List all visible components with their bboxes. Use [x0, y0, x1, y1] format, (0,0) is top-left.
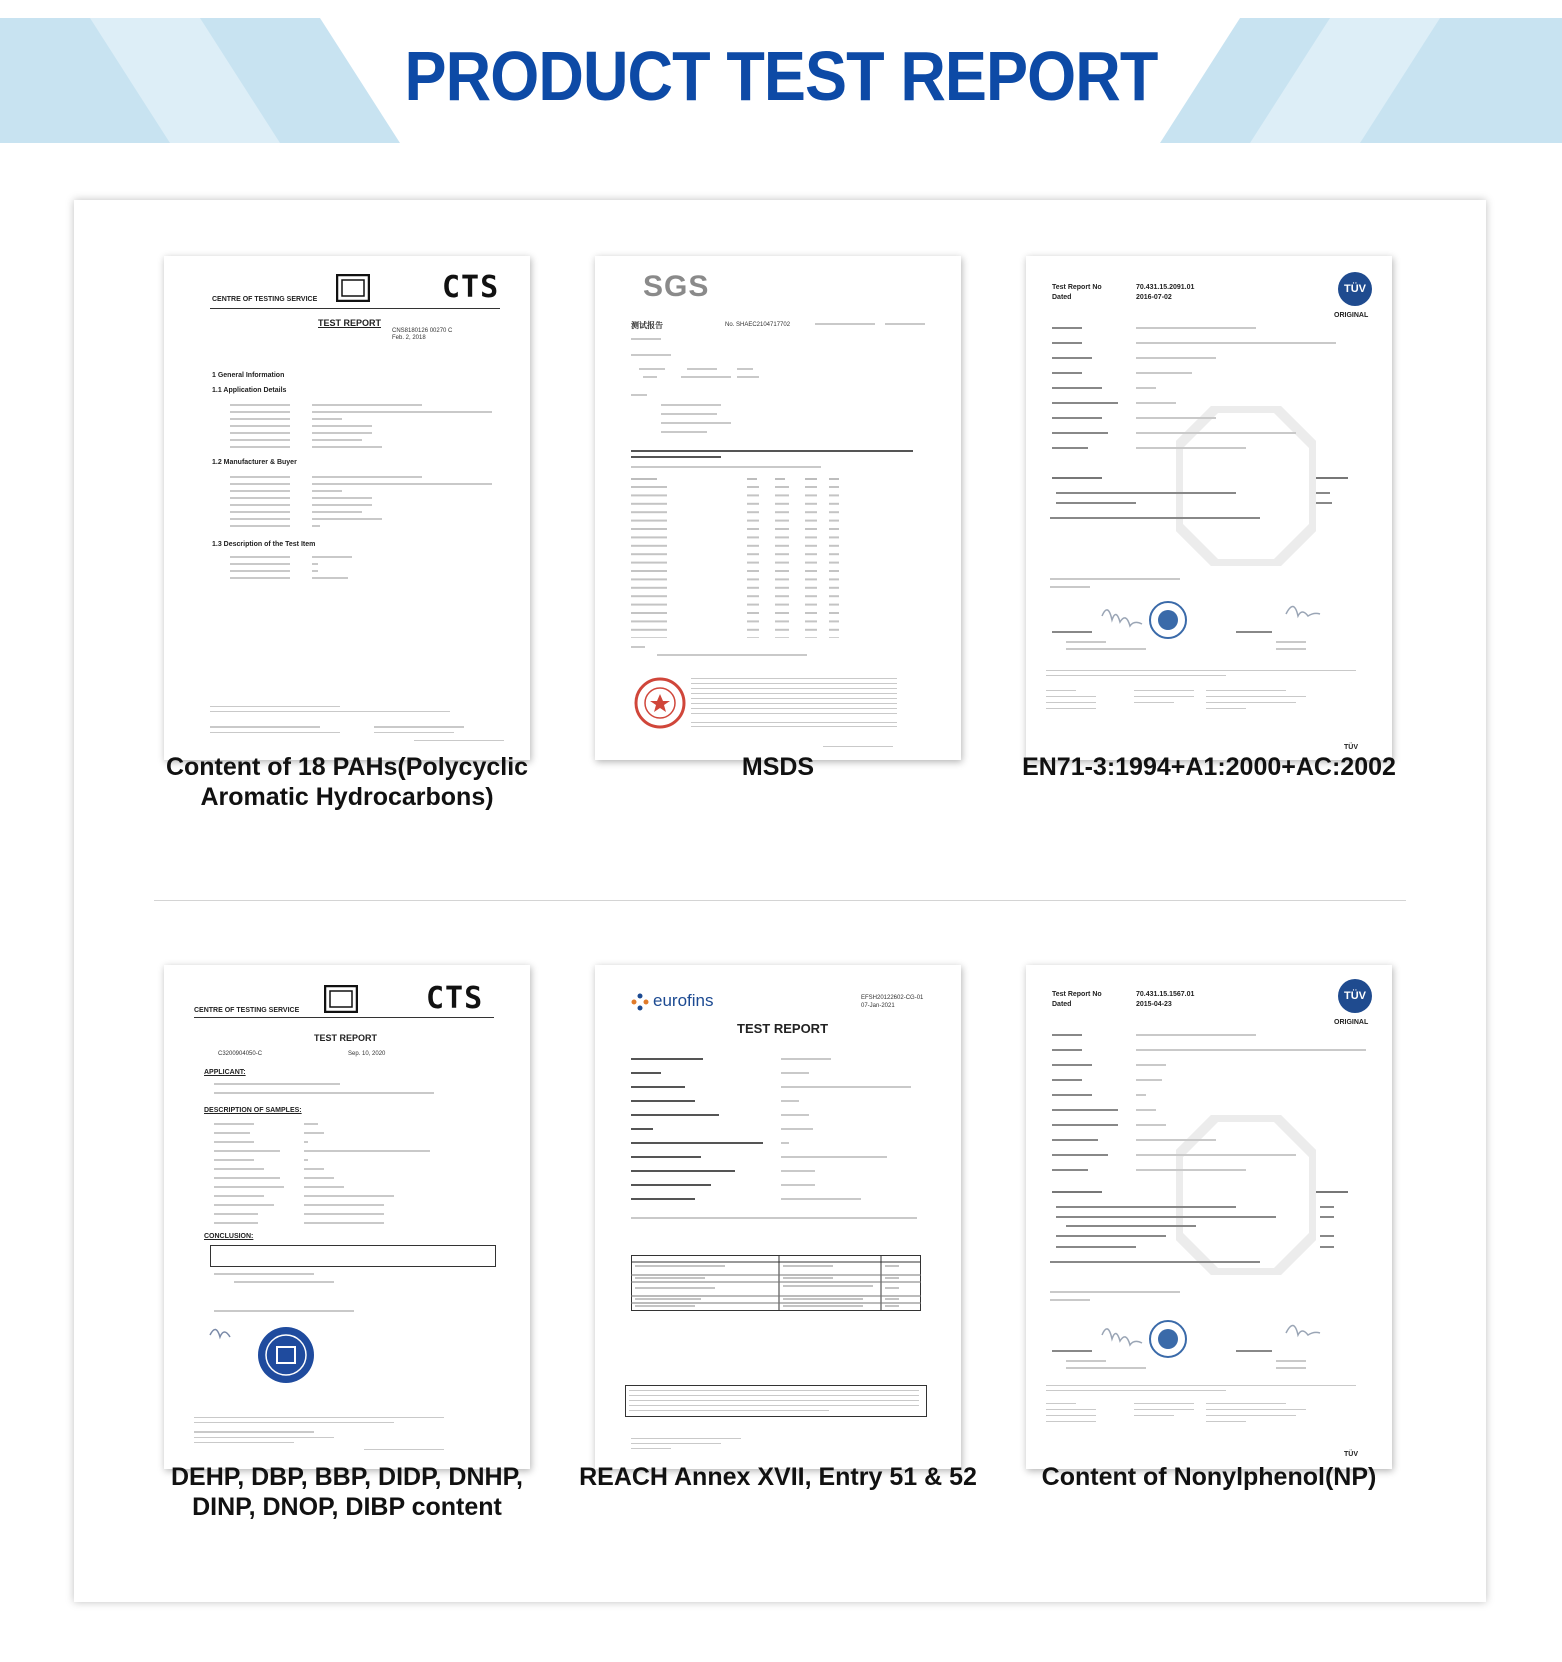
doc-title: TEST REPORT [314, 1033, 378, 1043]
section-heading: 1.2 Manufacturer & Buyer [212, 459, 297, 466]
report-no: 70.431.15.1567.01 [1136, 991, 1195, 998]
report-card-phthalates[interactable] [164, 965, 530, 1469]
report-no: C3200904050-C [218, 1051, 263, 1057]
section-heading: APPLICANT: [204, 1069, 246, 1076]
section-heading: 1 General Information [212, 372, 285, 379]
report-no: EFSH20122602-CG-01 [861, 995, 924, 1001]
report-no: CNS8180126 00270 C [392, 328, 453, 334]
doc-title: TEST REPORT [737, 1021, 829, 1036]
msds-results-table [631, 478, 901, 638]
original-badge: ORIGINAL [1334, 312, 1369, 319]
section-heading: DESCRIPTION OF SAMPLES: [204, 1107, 302, 1114]
report-card-nonylphenol[interactable]: Test Report No Dated 70.431.15.1567.01 2015-04-23 TÜV ORIGINAL TÜV [1026, 965, 1392, 1469]
report-caption: MSDS [741, 753, 815, 781]
report-date: Sep. 10, 2020 [348, 1051, 386, 1057]
report-card-msds[interactable] [595, 256, 961, 760]
tuv-watermark-icon [1176, 406, 1316, 566]
report-no: 70.431.15.2091.01 [1136, 284, 1195, 291]
report-no: No. SHAEC2104717702 [725, 322, 791, 328]
report-card-en71[interactable]: Test Report No Dated 70.431.15.2091.01 2016-07-02 TÜV ORIGINAL TÜV [1026, 256, 1392, 760]
signatures-icon [1096, 596, 1376, 656]
section-heading: 1.1 Application Details [212, 387, 287, 394]
sgs-logo: SGS [643, 270, 710, 303]
section-heading: 1.3 Description of the Test Item [212, 541, 316, 548]
report-card-reach[interactable] [595, 965, 961, 1469]
report-caption: Content of Nonylphenol(NP) [1041, 1463, 1377, 1491]
report-caption: EN71-3:1994+A1:2000+AC:2002 [1022, 753, 1396, 781]
report-date: 2016-07-02 [1136, 294, 1172, 301]
lab-seal-icon [204, 1321, 324, 1387]
section-divider [154, 900, 1406, 901]
eurofins-logo-icon [631, 993, 649, 1011]
report-caption: DEHP, DBP, BBP, DIDP, DNHP, DINP, DNOP, DIBP content [171, 1463, 523, 1521]
eurofins-logo: eurofins [653, 991, 714, 1010]
report-date: 2015-04-23 [1136, 1001, 1172, 1008]
cts-emblem-icon [336, 274, 370, 302]
cts-logo: CTS [426, 981, 484, 1016]
doc-title: 测试报告 [631, 321, 663, 330]
cts-logo: CTS [442, 270, 500, 305]
issuer-subtitle: CENTRE OF TESTING SERVICE [212, 296, 318, 303]
tuv-logo: TÜV [1338, 979, 1372, 1013]
report-date: Feb. 2, 2018 [392, 335, 426, 341]
doc-title: TEST REPORT [318, 318, 382, 328]
report-date: 07-Jan-2021 [861, 1003, 895, 1009]
original-badge: ORIGINAL [1334, 1019, 1369, 1026]
report-caption: REACH Annex XVII, Entry 51 & 52 [579, 1463, 977, 1491]
sgs-seal-icon [633, 676, 687, 730]
section-heading: CONCLUSION: [204, 1233, 254, 1240]
reports-panel [74, 200, 1486, 1602]
page-title: PRODUCT TEST REPORT [404, 37, 1158, 115]
report-caption: Content of 18 PAHs(Polycyclic Aromatic Hydrocarbons) [165, 753, 529, 811]
report-card-pahs[interactable] [164, 256, 530, 760]
signatures-icon [1096, 1315, 1376, 1375]
issuer-subtitle: CENTRE OF TESTING SERVICE [194, 1007, 300, 1014]
conclusion-table [210, 1245, 496, 1267]
tuv-logo: TÜV [1338, 272, 1372, 306]
reach-results-table [631, 1255, 921, 1311]
cts-emblem-icon [324, 985, 358, 1013]
